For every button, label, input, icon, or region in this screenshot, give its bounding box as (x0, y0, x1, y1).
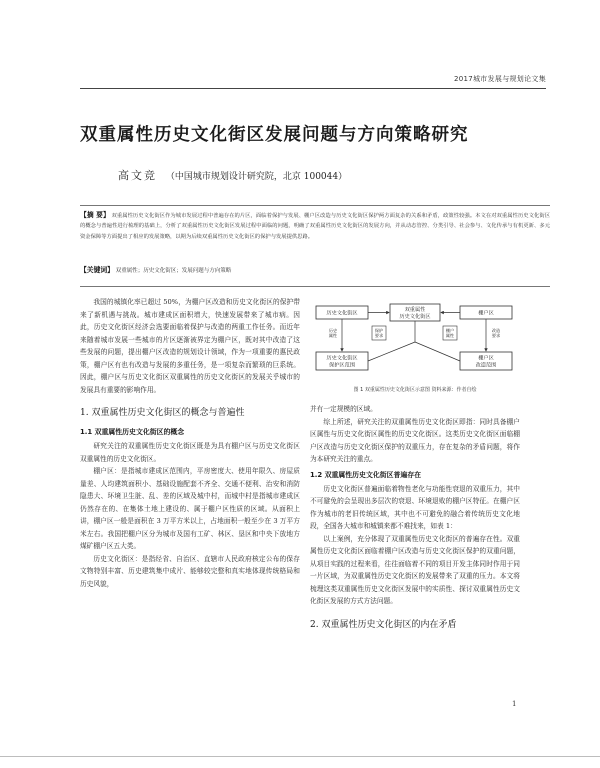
label-heritage: 历史文化街区 (326, 310, 358, 317)
label-dual-2: 历史文化街区 (399, 314, 431, 320)
right-column (310, 403, 520, 638)
body-paragraph: 综上所述，研究关注的双重属性历史文化街区即指：同时具备棚户区属性与历史文化街区属性的历史文化街区。这类历史文化街区面临棚户区改造与历史文化街区保护的双重压力，存在复杂的矛盾问题，将作为本研究关注的重点。 (310, 417, 520, 463)
body-paragraph: 历史文化街区普遍面临着物性老化与功能性衰退的双重压力，其中不可避免的会呈现出多层次的衰退、环境退败的棚户区特征。在棚户区作为城市的老旧传统区域，其中也不可避免的融合着传统历史文化地段，全国各大城市和城镇来都不难找来，如表 1： (310, 484, 520, 530)
body-paragraph: 并有一定规模的区域。 (310, 405, 377, 413)
author-affiliation: （中国城市规划设计研究院，北京 100044） (165, 172, 348, 182)
running-head: 2017城市发展与规划论文集 (453, 75, 546, 83)
author-line (118, 167, 347, 183)
edge-right-up-2: 属性 (445, 333, 455, 338)
edge-left-up-1: 历史 (328, 328, 338, 333)
section-1-1-heading: 1.1 双重属性历史文化街区的概念 (80, 428, 185, 436)
header-divider (80, 88, 546, 89)
page-bottom-edge (0, 756, 600, 757)
page-number: 1 (512, 700, 517, 708)
body-paragraph: 历史文化街区：是指经省、自治区、直辖市人民政府核定公布的保存文物特别丰富、历史建筑集中成片、能够较完整和真实地体现传统格局和历史风貌， (80, 554, 300, 588)
label-shanty-area-1: 棚户区 (478, 355, 494, 362)
edge-right-down-2: 要求 (491, 333, 501, 338)
body-paragraph: 棚户区：是指城市建成区范围内，平房密度大、使用年限久、房屋质量差、人均建筑面积小、基础设施配套不齐全、交通不便利、治安和消防隐患大、环境卫生脏、乱、差的区域及城中村，而城中村是指城市建成区仍然存在的、在集体土地上建设的、属于棚户区性质的区域。从面积上讲，棚户区一般是面积在 3 万平方米以上，占地面积一般至少在 3 万平方米左右。我国把棚户区分为城市及国有工矿、林区、垦区和中央下放地方煤矿棚户区五大类。 (80, 467, 300, 550)
article-title: 双重属性历史文化街区发展问题与方向策略研究 (80, 125, 469, 145)
abstract (80, 210, 550, 242)
label-protected-1: 历史文化街区 (326, 355, 358, 362)
label-shanty: 棚户区 (478, 310, 494, 317)
figure-1 (310, 302, 520, 398)
section-1-2-heading: 1.2 双重属性历史文化街区普遍存在 (310, 470, 422, 479)
left-column (80, 296, 300, 590)
abstract-text: 双重属性历史文化街区作为城市发展过程中普遍存在的片区，面临着保护与发展、棚户区改造与历史文化街区保护两方面复杂的关系和矛盾，政策性较强。本文在对双重属性历史文化街区的概念与普遍性进行梳理的基础上，分析了双重属性历史文化街区发展过程中面临的问题，明确了双重属性历史文化街区的发展方向，并从动态管控、分类引导、社会参与、文化传承与有机更新、多元资金保障等方面提出了相应的发展策略，以期为后续双重属性历史文化街区的保护与发展提供思路。 (80, 213, 550, 240)
page-edge (0, 0, 5, 768)
figure-caption: 图 1 双重属性历史文化街区示意图 资料来源：作者自绘 (353, 387, 477, 393)
dual-attribute-diagram (310, 302, 520, 382)
body-paragraph: 研究关注的双重属性历史文化街区既是为具有棚户区与历史文化街区双重属性的历史文化街区。 (80, 442, 300, 463)
label-protected-2: 保护区范围 (329, 362, 355, 369)
section-1-heading: 1. 双重属性历史文化街区的概念与普遍性 (80, 408, 245, 418)
keywords-label: 【关键词】 (80, 266, 114, 274)
keywords (80, 264, 550, 274)
edge-left-down-1: 保护 (374, 328, 384, 333)
section-2-heading: 2. 双重属性历史文化街区的内在矛盾 (310, 619, 457, 630)
edge-left-down-2: 要求 (374, 333, 384, 338)
edge-right-down-1: 改造 (491, 328, 501, 333)
label-dual-1: 双重属性 (404, 307, 426, 313)
label-shanty-area-2: 改造范围 (475, 362, 497, 369)
edge-right-up-1: 棚户 (445, 328, 455, 333)
body-paragraph: 以上案例，充分体现了双重属性历史文化街区的普遍存在性。双重属性历史文化街区面临着棚户区改造与历史文化街区保护的双重问题，从项目实践的过程来看，往往面临着不同的项目开发主体同时作用于同一片区域，为双重属性历史文化街区的发展带来了双重的压力。本文将梳理这类双重属性历史文化街区发展中的实质性、探讨双重属性历史文化街区发展的方式方法问题。 (310, 534, 520, 605)
abstract-label: 【摘 要】 (80, 211, 110, 219)
abstract-section (80, 205, 550, 287)
intro-paragraph: 我国的城镇化率已超过 50%，为棚户区改造和历史文化街区的保护带来了新机遇与挑战。城市建成区面积增大，快速发展带来了城市病。因此，历史文化街区经济会选要面临着保护与改造的两重工作任务。而近年来随着城市发展一些城市的片区逐渐被界定为棚户区，既对其中改造了这些发展的问题，提出棚户区改造的规划设计领域，作为一项重要的惠民政策，棚户区有也有改造与发展的多重任务，是一项复杂而繁琐的巨系统。因此，棚户区与历史文化街区双重属性的历史文化街区的发展关乎城市的发展具有重要的影响作用。 (80, 298, 300, 394)
author-name: 高文竞 (118, 169, 157, 182)
keywords-text: 双重属性；历史文化街区；发展问题与方向策略 (115, 268, 232, 274)
edge-left-up-2: 属性 (328, 333, 338, 338)
